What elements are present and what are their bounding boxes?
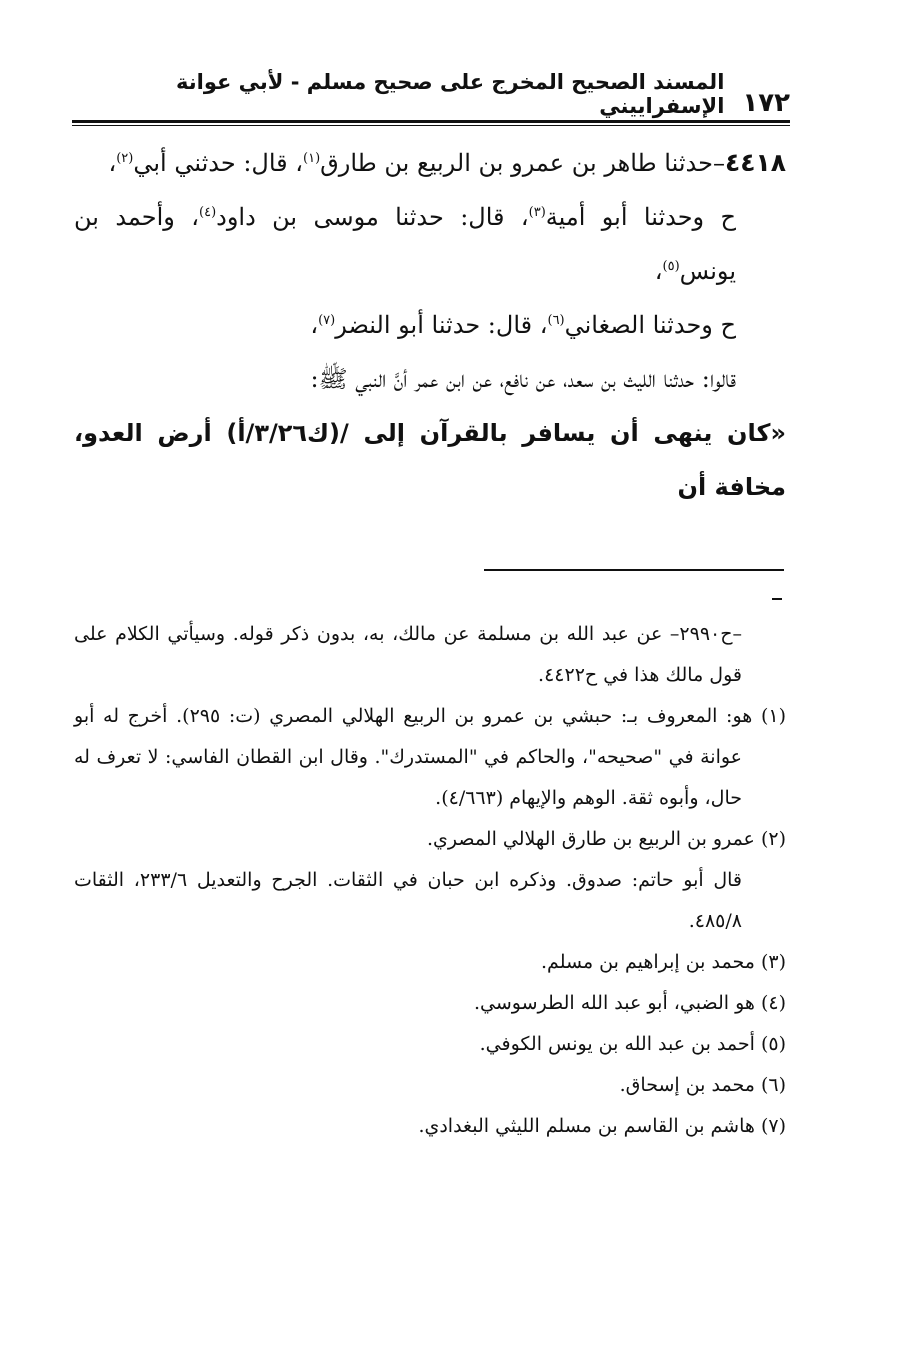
footnote-4: (٤) هو الضبي، أبو عبد الله الطرسوسي. <box>473 992 786 1014</box>
header-rule-thin <box>72 125 790 126</box>
footnote-2: (٢) عمرو بن الربيع بن طارق الهلالي المصري. <box>426 828 786 850</box>
footnote-separator <box>484 569 784 571</box>
footnote-ref-6: (٦) <box>547 313 565 328</box>
isnad-text: ، قال: حدثني أبي <box>133 149 303 177</box>
hadith-isnad-1 <box>74 136 786 190</box>
page-number: ١٧٢ <box>742 88 790 118</box>
running-title: المسند الصحيح المخرج على صحيح مسلم - لأبي عوانة الإسفراييني <box>176 70 725 118</box>
matn-text: «كان ينهى أن يسافر بالقرآن إلى /(ك٣/٢٦/أ) أرض العدو، مخافة أن <box>74 419 786 501</box>
hadith-isnad-2 <box>74 190 786 298</box>
isnad-text: ، <box>654 257 663 285</box>
isnad-text: –حدثنا طاهر بن عمرو بن الربيع بن طارق <box>320 149 725 177</box>
footnote-ref-7: (٧) <box>318 313 336 328</box>
hadith-isnad-3 <box>74 298 786 352</box>
isnad-text: ح وحدثنا الصغاني <box>564 311 736 339</box>
main-text <box>74 136 786 514</box>
footnote-3: (٣) محمد بن إبراهيم بن مسلم. <box>541 951 786 973</box>
hadith-matn <box>74 406 786 514</box>
isnad-text: ، <box>310 311 319 339</box>
footnote-5: (٥) أحمد بن عبد الله بن يونس الكوفي. <box>479 1033 786 1055</box>
hadith-number: ٤٤١٨ <box>724 148 786 177</box>
footnote-ref-1: (١) <box>303 151 321 166</box>
footnote-ref-2: (٢) <box>116 151 134 166</box>
footnote-ref-5: (٥) <box>662 259 680 274</box>
footnote-6: (٦) محمد بن إسحاق. <box>619 1074 786 1096</box>
footnote-ref-3: (٣) <box>528 205 546 220</box>
isnad-text: ، قال: حدثنا أبو النضر <box>335 311 548 339</box>
footnote-7: (٧) هاشم بن القاسم بن مسلم الليثي البغدادي. <box>418 1115 786 1137</box>
isnad-text: ح وحدثنا أبو أمية <box>545 203 736 231</box>
page-header <box>72 70 790 118</box>
footnote-2-note: قال أبو حاتم: صدوق. وذكره ابن حبان في الثقات. الجرح والتعديل ٢٣٣/٦، الثقات ٤٨٥/٨. <box>74 869 743 932</box>
isnad-text: ، وأحمد بن يونس <box>74 203 736 285</box>
isnad-text: ، قال: حدثنا موسى بن داود <box>216 203 529 231</box>
footnote-continuation: –ح٢٩٩٠– عن عبد الله بن مسلمة عن مالك، به، بدون ذكر قوله. وسيأتي الكلام على قول مالك هذا في ح٤٤٢٢. <box>74 623 742 686</box>
header-rule <box>72 120 790 123</box>
footnotes <box>74 614 786 1147</box>
footnote-1: (١) هو: المعروف بـ: حبشي بن عمرو بن الربيع الهلالي المصري (ت: ٢٩٥). أخرج له أبو عوانة في "صحيحه"، والحاكم في "المستدرك". وقال ابن القطان الفاسي: لا تعرف له حال، وأبوه ثقة. الوهم والإيهام (٤/٦٦٣). <box>74 705 786 809</box>
isnad-text: ، <box>108 149 117 177</box>
hadith-isnad-4: قالوا: حدثنا الليث بن سعد، عن نافع، عن ابن عمر أنَّ النبي ﷺ: <box>310 365 736 393</box>
footnote-ref-4: (٤) <box>199 205 217 220</box>
footnote-continuation-mark <box>772 598 782 600</box>
